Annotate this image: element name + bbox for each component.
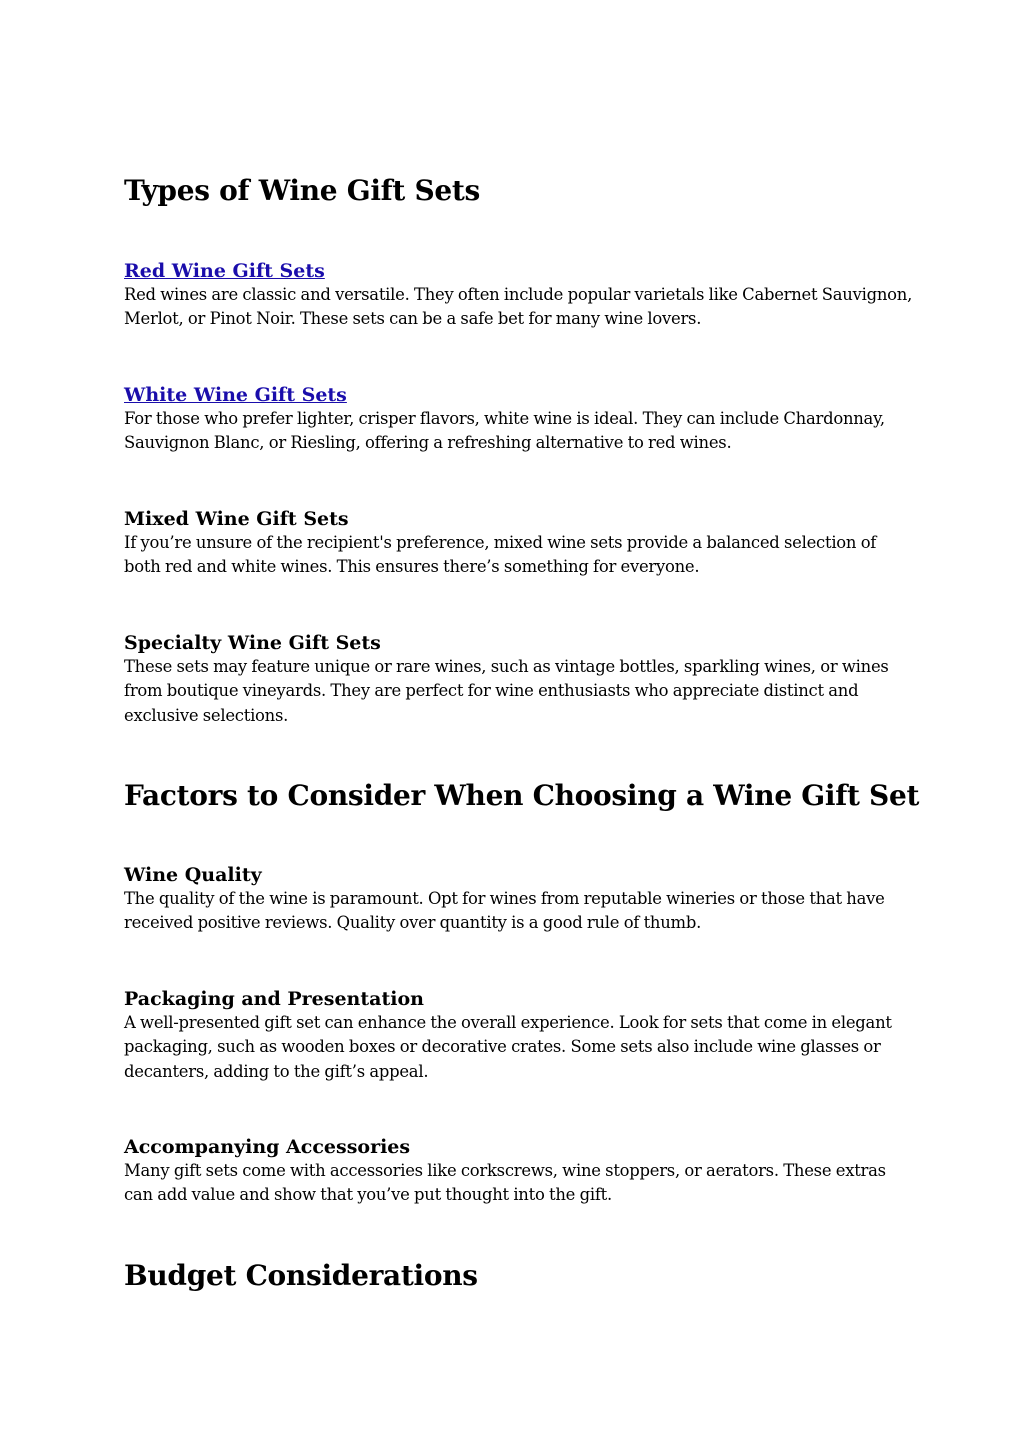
section-title: Accompanying Accessories [124,1136,411,1158]
section-packaging-and-presentation [124,987,914,1084]
heading-budget-considerations: Budget Considerations [124,1259,478,1292]
section-accompanying-accessories [124,1135,914,1208]
section-text: For those who prefer lighter, crisper flavors, white wine is ideal. They can include Chardonnay, Sauvignon Blanc, or Riesling, offering a refreshing alternative to red wines. [124,409,885,453]
section-title[interactable] [124,259,914,283]
section-red-wine-gift-sets [124,259,914,332]
section-title: Packaging and Presentation [124,988,424,1010]
section-text: Many gift sets come with accessories like corkscrews, wine stoppers, or aerators. These extras can add value and show that you’ve put thought into the gift. [124,1161,886,1205]
section-text: If you’re unsure of the recipient's preference, mixed wine sets provide a balanced selection of both red and white wines. This ensures there’s something for everyone. [124,533,877,577]
heading-types-of-wine-gift-sets: Types of Wine Gift Sets [124,174,481,207]
section-title: Specialty Wine Gift Sets [124,632,381,654]
section-white-wine-gift-sets [124,383,914,456]
section-specialty-wine-gift-sets [124,631,914,728]
section-title[interactable] [124,383,914,407]
red-wine-gift-sets-link[interactable]: Red Wine Gift Sets [124,260,325,282]
section-text: A well-presented gift set can enhance the overall experience. Look for sets that come in elegant packaging, such as wooden boxes or decorative crates. Some sets also include wine glasses or decanters, adding to the gift’s appeal. [124,1013,892,1081]
section-title: Wine Quality [124,864,262,886]
section-text: The quality of the wine is paramount. Opt for wines from reputable wineries or those that have received positive reviews. Quality over quantity is a good rule of thumb. [124,889,885,933]
section-wine-quality [124,863,914,936]
white-wine-gift-sets-link[interactable]: White Wine Gift Sets [124,384,347,406]
section-text: These sets may feature unique or rare wines, such as vintage bottles, sparkling wines, or wines from boutique vineyards. They are perfect for wine enthusiasts who appreciate distinct and exclusive selections. [124,657,889,725]
section-title: Mixed Wine Gift Sets [124,508,349,530]
section-mixed-wine-gift-sets [124,507,914,580]
section-text: Red wines are classic and versatile. They often include popular varietals like Cabernet Sauvignon, Merlot, or Pinot Noir. These sets can be a safe bet for many wine lovers. [124,285,913,329]
heading-factors-to-consider: Factors to Consider When Choosing a Wine Gift Set [124,779,920,812]
